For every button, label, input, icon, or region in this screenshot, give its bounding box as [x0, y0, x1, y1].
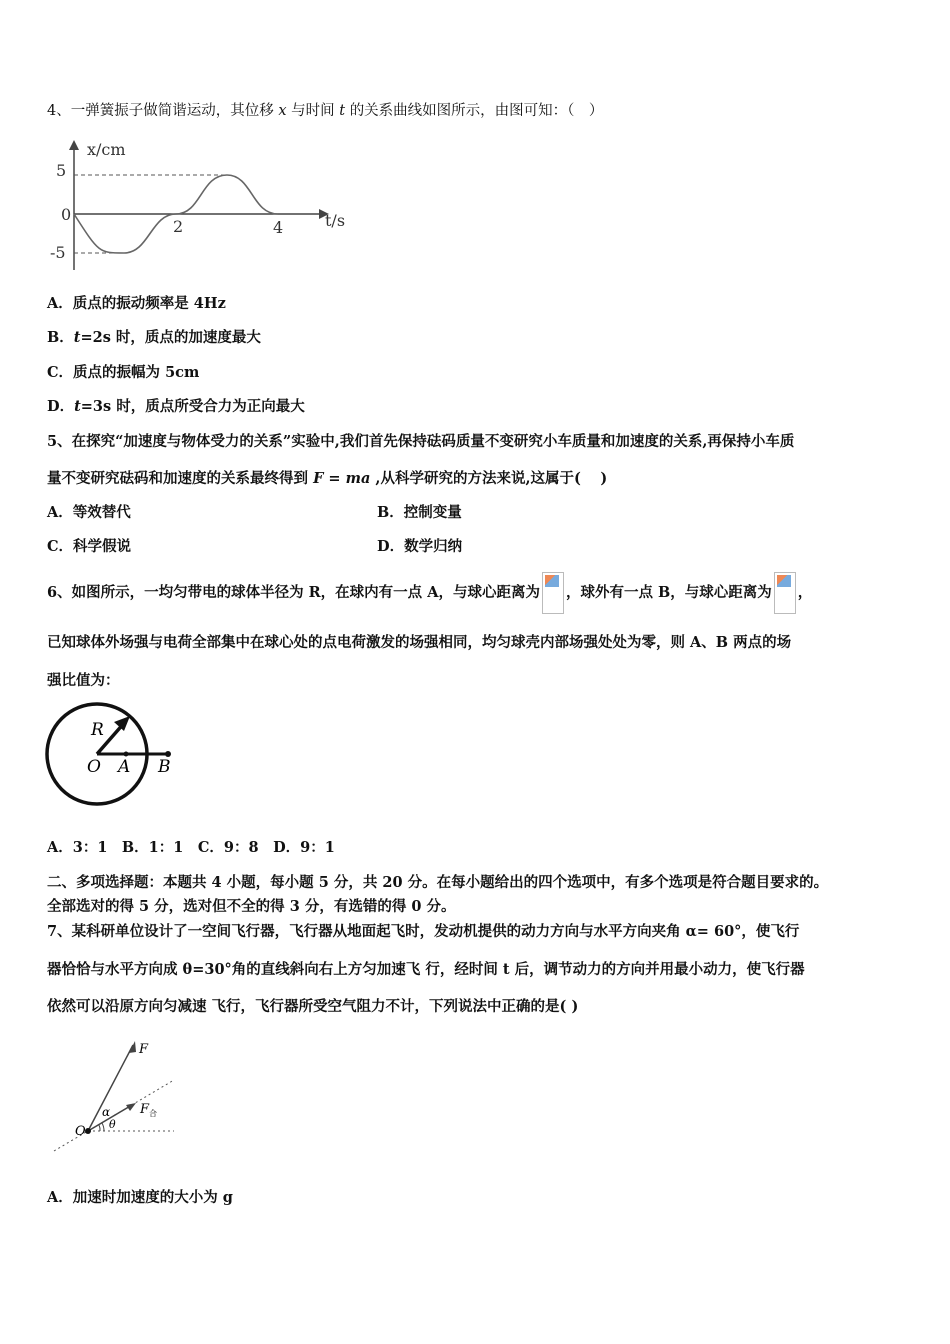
label-R: R — [91, 720, 104, 740]
q5-stem-line2: 量不变研究砝码和加速度的关系最终得到 F = ma ,从科学研究的方法来说,这属于( ) — [47, 470, 608, 487]
tick-2: 2 — [173, 217, 184, 236]
broken-image-icon — [542, 572, 564, 614]
net-force-arrowhead — [126, 1103, 136, 1111]
q4-option-a: A．质点的振动频率是 4Hz — [47, 295, 226, 312]
q4-stem: 4、一弹簧振子做简谐运动，其位移 x 与时间 t 的关系曲线如图所示，由图可知：（ ） — [47, 103, 604, 119]
q6-stem-line3: 强比值为： — [47, 672, 120, 689]
q5-option-c: C．科学假说 — [47, 538, 132, 555]
label-O: O — [87, 757, 101, 777]
q6-stem-line2: 已知球体外场强与电荷全部集中在球心处的点电荷激发的场强相同，均匀球壳内部场强处处为零，则 A、B 两点的场 — [47, 634, 792, 651]
section2-line2: 全部选对的得 5 分，选对但不全的得 3 分，有选错的得 0 分。 — [47, 898, 456, 915]
y-axis-label: x/cm — [87, 140, 126, 159]
y-axis-arrow — [69, 140, 79, 150]
q5-option-a: A．等效替代 — [47, 504, 131, 521]
q6-stem-line1: 6、如图所示，一均匀带电的球体半径为 R，在球内有一点 A，与球心距离为 ，球外有一点 B，与球心距离为 ， — [47, 572, 812, 614]
radius-arrowhead — [114, 716, 130, 731]
q7-stem-line3: 依然可以沿原方向匀减速 飞行，飞行器所受空气阻力不计，下列说法中正确的是( ) — [47, 998, 579, 1015]
shm-graph — [47, 138, 357, 278]
q7-option-a: A．加速时加速度的大小为 g — [47, 1189, 233, 1206]
q5-stem-line1: 5、在探究“加速度与物体受力的关系”实验中,我们首先保持砝码质量不变研究小车质量和加速度的关系,再保持小车质 — [47, 433, 795, 450]
q4-option-d: D．t=3s 时，质点所受合力为正向最大 — [47, 398, 305, 415]
label-O: O — [75, 1124, 86, 1139]
label-Fnet: $F_合$ — [140, 1102, 158, 1118]
sphere-figure — [40, 700, 190, 810]
q7-stem-line2: 器恰恰与水平方向成 θ=30°角的直线斜向右上方匀加速飞 行，经时间 t 后，调节动力的方向并用最小动力，使飞行器 — [47, 961, 805, 978]
tick-neg5: -5 — [50, 243, 66, 262]
origin-point — [85, 1128, 91, 1134]
q4-option-c: C．质点的振幅为 5cm — [47, 364, 200, 381]
q4-option-b: B．t=2s 时，质点的加速度最大 — [47, 329, 261, 346]
tick-4: 4 — [273, 218, 284, 237]
broken-image-icon — [774, 572, 796, 614]
force-figure — [50, 1035, 180, 1160]
tick-5: 5 — [56, 161, 67, 180]
q5-option-b: B．控制变量 — [377, 504, 462, 521]
x-axis-label: t/s — [325, 211, 346, 230]
tick-0: 0 — [61, 205, 72, 224]
q5-option-d: D．数学归纳 — [377, 538, 463, 555]
point-a — [124, 752, 129, 757]
q6-options: A．3：1 B．1：1 C．9：8 D．9：1 — [47, 839, 335, 856]
formula: F = ma — [313, 470, 371, 487]
label-A: A — [118, 757, 131, 777]
label-F: F — [139, 1042, 149, 1057]
q7-stem-line1: 7、某科研单位设计了一空间飞行器，飞行器从地面起飞时，发动机提供的动力方向与水平方向夹角 α= 60°，使飞行 — [47, 923, 800, 940]
section2-line1: 二、多项选择题：本题共 4 小题，每小题 5 分，共 20 分。在每小题给出的四个选项中，有多个选项是符合题目要求的。 — [47, 874, 829, 891]
force-arrowhead — [129, 1041, 136, 1053]
label-B: B — [158, 757, 171, 777]
label-alpha: α — [102, 1105, 111, 1119]
label-theta: θ — [109, 1118, 116, 1131]
